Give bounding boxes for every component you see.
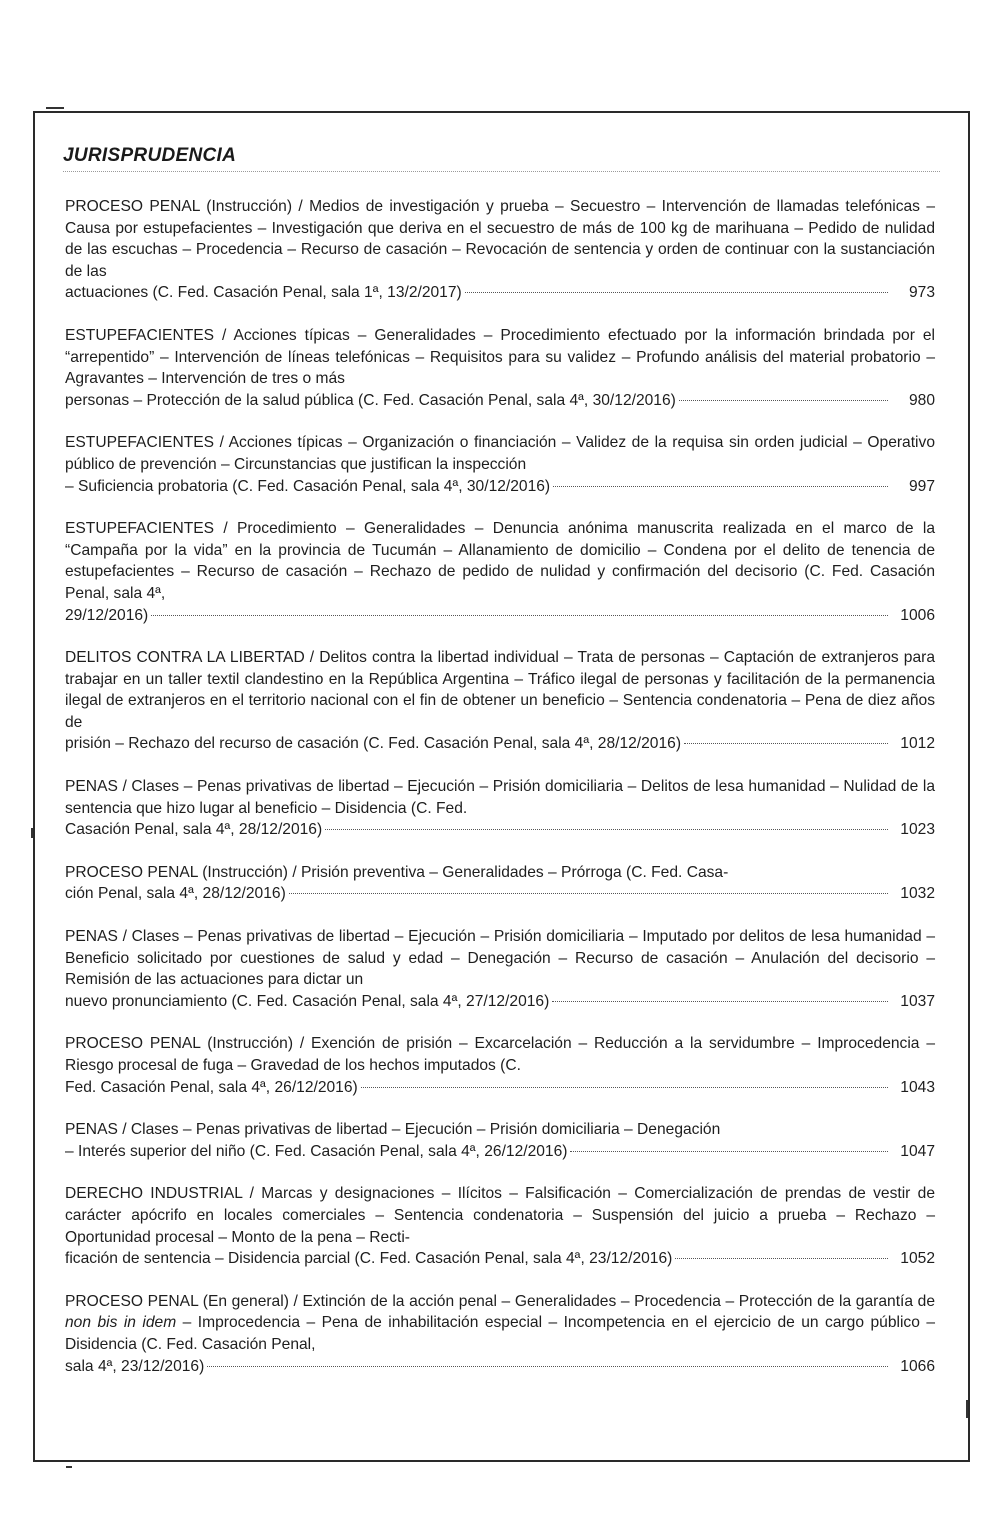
entry-description: ESTUPEFACIENTES / Acciones típicas – Organización o financiación – Validez de la requisa sin orden judicial – Operativo público de prevención – Circunstancias que justifican la inspección xyxy=(65,434,935,473)
index-entry xyxy=(65,432,935,497)
dot-leader xyxy=(361,1087,888,1088)
dot-leader xyxy=(679,400,888,401)
index-entry xyxy=(65,1291,935,1377)
entry-description: ESTUPEFACIENTES / Acciones típicas – Generalidades – Procedimiento efectuado por la información brindada por el “arrepentido” – Intervención de líneas telefónicas – Requisitos para su validez – Profundo análisis del material probatorio – Agravantes – Intervención de tres o más xyxy=(65,326,935,388)
dot-leader xyxy=(289,893,888,894)
entry-description: PENAS / Clases – Penas privativas de libertad – Ejecución – Prisión domiciliaria – Denegación xyxy=(65,1121,721,1139)
page-number: 1047 xyxy=(900,1142,935,1160)
scan-artifact xyxy=(966,1400,968,1418)
entry-citation: ción Penal, sala 4ª, 28/12/2016) xyxy=(65,885,286,903)
dot-leader xyxy=(675,1258,888,1259)
dot-leader xyxy=(684,743,888,744)
index-entry xyxy=(65,196,935,304)
page-number: 1043 xyxy=(900,1078,935,1096)
entry-citation: – Suficiencia probatoria (C. Fed. Casación Penal, sala 4ª, 30/12/2016) xyxy=(65,477,551,495)
heading-rule xyxy=(63,171,940,172)
entry-description: ESTUPEFACIENTES / Procedimiento – Generalidades – Denuncia anónima manuscrita realizada en el marco de la “Campaña por la vida” en la provincia de Tucumán – Allanamiento de domicilio – Condena por el delito de tenencia de estupefacientes – Recurso de casación – Rechazo de pedido de nulidad y confirmación del decisorio (C. Fed. Casación Penal, sala 4ª, xyxy=(65,520,935,602)
index-entry xyxy=(65,518,935,626)
dot-leader xyxy=(325,829,888,830)
index-entry xyxy=(65,776,935,841)
index-entry xyxy=(65,647,935,755)
page-number: 1023 xyxy=(900,821,935,839)
index-frame xyxy=(33,111,970,1462)
index-entry xyxy=(65,325,935,411)
page-number: 1032 xyxy=(900,885,935,903)
dot-leader xyxy=(465,292,888,293)
scan-artifact xyxy=(31,828,33,838)
entry-citation: actuaciones (C. Fed. Casación Penal, sala 1ª, 13/2/2017) xyxy=(65,284,462,302)
entry-citation: ficación de sentencia – Disidencia parcial (C. Fed. Casación Penal, sala 4ª, 23/12/2016) xyxy=(65,1250,673,1268)
entry-citation: personas – Protección de la salud pública (C. Fed. Casación Penal, sala 4ª, 30/12/2016) xyxy=(65,391,676,409)
entry-description: PROCESO PENAL (En general) / Extinción de la acción penal – Generalidades – Procedencia – Protección de la garantía de non bis in idem – Improcedencia – Pena de inhabilitación especial – Incompetencia en el ejercicio de un cargo público – Disidencia (C. Fed. Casación Penal, xyxy=(65,1292,935,1353)
dot-leader xyxy=(207,1366,888,1367)
dot-leader xyxy=(553,486,888,487)
scan-artifact xyxy=(46,107,64,109)
entry-citation: Fed. Casación Penal, sala 4ª, 26/12/2016) xyxy=(65,1078,358,1096)
entry-description: PENAS / Clases – Penas privativas de libertad – Ejecución – Prisión domiciliaria – Imputado por delitos de lesa humanidad – Beneficio solicitado por cuestiones de salud y edad – Denegación – Recurso de casación – Anulación del decisorio – Remisión de las actuaciones para dictar un xyxy=(65,928,935,989)
entry-citation: prisión – Rechazo del recurso de casación (C. Fed. Casación Penal, sala 4ª, 28/12/2016) xyxy=(65,735,682,753)
index-entry xyxy=(65,1033,935,1098)
index-entry xyxy=(65,1183,935,1269)
entry-description: PROCESO PENAL (Instrucción) / Exención de prisión – Excarcelación – Reducción a la servidumbre – Improcedencia – Riesgo procesal de fuga – Gravedad de los hechos imputados (C. xyxy=(65,1035,935,1074)
page-number: 980 xyxy=(908,391,935,409)
page-number: 1066 xyxy=(900,1357,935,1375)
scan-artifact xyxy=(66,1466,72,1468)
index-list xyxy=(65,196,935,1398)
entry-description: PENAS / Clases – Penas privativas de libertad – Ejecución – Prisión domiciliaria – Delitos de lesa humanidad – Nulidad de la sentencia que hizo lugar al beneficio – Disidencia (C. Fed. xyxy=(65,778,935,817)
entry-description: PROCESO PENAL (Instrucción) / Prisión preventiva – Generalidades – Prórroga (C. Fed. Casa- xyxy=(65,863,729,881)
index-entry xyxy=(65,926,935,1012)
index-entry xyxy=(65,862,935,905)
page-number: 973 xyxy=(908,284,935,302)
dot-leader xyxy=(151,615,888,616)
entry-citation: nuevo pronunciamiento (C. Fed. Casación Penal, sala 4ª, 27/12/2016) xyxy=(65,992,550,1010)
entry-citation: sala 4ª, 23/12/2016) xyxy=(65,1357,205,1375)
latin-phrase: non bis in idem xyxy=(65,1314,177,1332)
dot-leader xyxy=(552,1001,888,1002)
index-entry xyxy=(65,1119,935,1162)
page-number: 1052 xyxy=(900,1250,935,1268)
page-number: 1006 xyxy=(900,606,935,624)
dot-leader xyxy=(570,1151,888,1152)
entry-description: DELITOS CONTRA LA LIBERTAD / Delitos contra la libertad individual – Trata de personas – Captación de extranjeros para trabajar en un taller textil clandestino en la República Argentina – Tráfico ilegal de personas y facilitación de la permanencia ilegal de extranjeros en el territorio nacional con el fin de obtener un beneficio – Sentencia condenatoria – Pena de diez años de xyxy=(65,649,935,731)
entry-citation: – Interés superior del niño (C. Fed. Casación Penal, sala 4ª, 26/12/2016) xyxy=(65,1142,568,1160)
entry-description: DERECHO INDUSTRIAL / Marcas y designaciones – Ilícitos – Falsificación – Comercialización de prendas de vestir de carácter apócrifo en locales comerciales – Sentencia condenatoria – Suspensión del juicio a prueba – Rechazo – Oportunidad procesal – Monto de la pena – Recti- xyxy=(65,1185,935,1246)
page-number: 997 xyxy=(908,477,935,495)
entry-description: PROCESO PENAL (Instrucción) / Medios de investigación y prueba – Secuestro – Intervención de llamadas telefónicas – Causa por estupefacientes – Investigación que deriva en el secuestro de más de 100 kg de marihuana – Pedido de nulidad de las escuchas – Procedencia – Recurso de casación – Revocación de sentencia y orden de continuar con la sustanciación de las xyxy=(65,198,935,280)
entry-citation: Casación Penal, sala 4ª, 28/12/2016) xyxy=(65,821,323,839)
section-title: JURISPRUDENCIA xyxy=(63,145,237,166)
entry-citation: 29/12/2016) xyxy=(65,606,149,624)
page-number: 1012 xyxy=(900,735,935,753)
page-number: 1037 xyxy=(900,992,935,1010)
